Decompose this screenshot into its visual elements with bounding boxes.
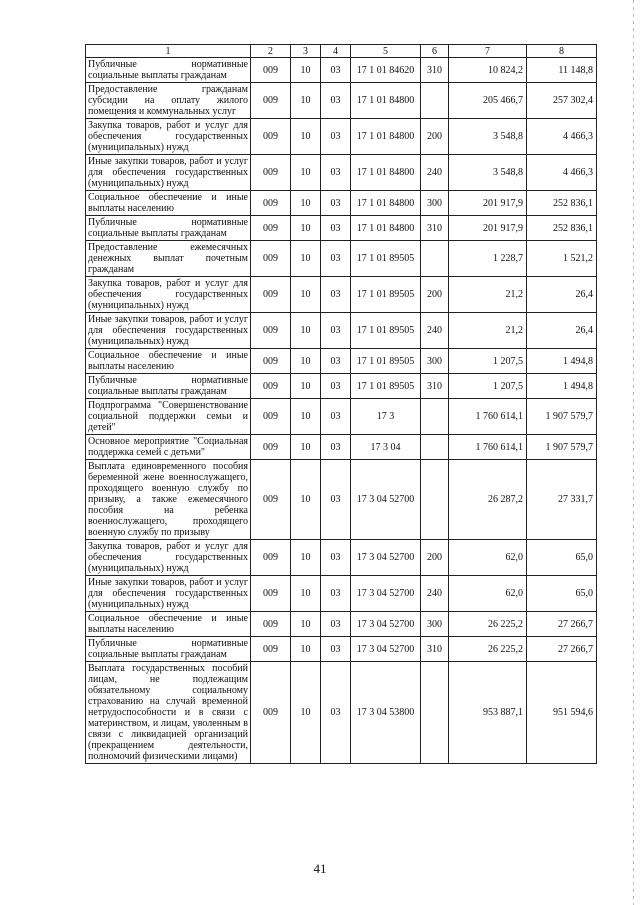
grbs-cell: 009 xyxy=(251,119,291,155)
section-cell: 10 xyxy=(291,399,321,435)
amount-col7-cell: 21,2 xyxy=(449,313,527,349)
grbs-cell: 009 xyxy=(251,399,291,435)
target-article-cell: 17 3 04 52700 xyxy=(351,637,421,662)
amount-col7-cell: 1 228,7 xyxy=(449,241,527,277)
expense-type-cell: 200 xyxy=(421,119,449,155)
row-name-cell: Публичные нормативные социальные выплаты гражданам xyxy=(86,374,251,399)
table-row xyxy=(86,191,597,216)
amount-col8-cell: 1 494,8 xyxy=(527,374,597,399)
row-name-cell: Иные закупки товаров, работ и услуг для обеспечения государственных (муниципальных) нужд xyxy=(86,576,251,612)
table-row xyxy=(86,155,597,191)
column-number: 4 xyxy=(321,45,351,58)
amount-col8-cell: 26,4 xyxy=(527,277,597,313)
amount-col7-cell: 10 824,2 xyxy=(449,58,527,83)
table-row xyxy=(86,540,597,576)
amount-col8-cell: 26,4 xyxy=(527,313,597,349)
table-row xyxy=(86,374,597,399)
amount-col7-cell: 26 225,2 xyxy=(449,612,527,637)
target-article-cell: 17 1 01 89505 xyxy=(351,313,421,349)
subsection-cell: 03 xyxy=(321,435,351,460)
target-article-cell: 17 3 04 52700 xyxy=(351,540,421,576)
amount-col8-cell: 65,0 xyxy=(527,540,597,576)
subsection-cell: 03 xyxy=(321,460,351,540)
column-number: 3 xyxy=(291,45,321,58)
grbs-cell: 009 xyxy=(251,241,291,277)
row-name-cell: Закупка товаров, работ и услуг для обеспечения государственных (муниципальных) нужд xyxy=(86,540,251,576)
table-row xyxy=(86,119,597,155)
section-cell: 10 xyxy=(291,374,321,399)
expense-type-cell: 200 xyxy=(421,540,449,576)
expense-type-cell: 310 xyxy=(421,58,449,83)
row-name-cell: Иные закупки товаров, работ и услуг для обеспечения государственных (муниципальных) нужд xyxy=(86,155,251,191)
amount-col8-cell: 1 907 579,7 xyxy=(527,399,597,435)
section-cell: 10 xyxy=(291,191,321,216)
grbs-cell: 009 xyxy=(251,637,291,662)
subsection-cell: 03 xyxy=(321,612,351,637)
grbs-cell: 009 xyxy=(251,435,291,460)
amount-col7-cell: 3 548,8 xyxy=(449,155,527,191)
section-cell: 10 xyxy=(291,216,321,241)
amount-col8-cell: 1 907 579,7 xyxy=(527,435,597,460)
expense-type-cell: 310 xyxy=(421,637,449,662)
column-number: 7 xyxy=(449,45,527,58)
row-name-cell: Иные закупки товаров, работ и услуг для обеспечения государственных (муниципальных) нужд xyxy=(86,313,251,349)
row-name-cell: Социальное обеспечение и иные выплаты населению xyxy=(86,349,251,374)
expense-type-cell: 240 xyxy=(421,155,449,191)
section-cell: 10 xyxy=(291,277,321,313)
amount-col7-cell: 3 548,8 xyxy=(449,119,527,155)
grbs-cell: 009 xyxy=(251,277,291,313)
row-name-cell: Социальное обеспечение и иные выплаты населению xyxy=(86,612,251,637)
amount-col7-cell: 205 466,7 xyxy=(449,83,527,119)
subsection-cell: 03 xyxy=(321,540,351,576)
section-cell: 10 xyxy=(291,612,321,637)
subsection-cell: 03 xyxy=(321,216,351,241)
row-name-cell: Выплата государственных пособий лицам, не подлежащим обязательному социальному страхованию на случай временной нетрудоспособности и в связи с материнством, и лицам, уволенным в связи с ликвидацией организаций (прекращением деятельности, полномочий физическими лицами) xyxy=(86,662,251,764)
target-article-cell: 17 3 xyxy=(351,399,421,435)
grbs-cell: 009 xyxy=(251,58,291,83)
expense-type-cell: 300 xyxy=(421,349,449,374)
target-article-cell: 17 1 01 84800 xyxy=(351,83,421,119)
expense-type-cell: 300 xyxy=(421,191,449,216)
table-row xyxy=(86,637,597,662)
table-body xyxy=(86,45,597,764)
amount-col8-cell: 951 594,6 xyxy=(527,662,597,764)
budget-table xyxy=(85,44,597,764)
section-cell: 10 xyxy=(291,241,321,277)
amount-col8-cell: 4 466,3 xyxy=(527,155,597,191)
row-name-cell: Выплата единовременного пособия беременной жене военнослужащего, проходящего военную службу по призыву, а также ежемесячного пособия на ребенка военнослужащего, проходящего военную службу по призыву xyxy=(86,460,251,540)
grbs-cell: 009 xyxy=(251,216,291,241)
amount-col7-cell: 1 760 614,1 xyxy=(449,399,527,435)
expense-type-cell xyxy=(421,241,449,277)
amount-col8-cell: 1 521,2 xyxy=(527,241,597,277)
section-cell: 10 xyxy=(291,83,321,119)
grbs-cell: 009 xyxy=(251,349,291,374)
target-article-cell: 17 1 01 84800 xyxy=(351,216,421,241)
subsection-cell: 03 xyxy=(321,349,351,374)
subsection-cell: 03 xyxy=(321,277,351,313)
column-number: 2 xyxy=(251,45,291,58)
expense-type-cell xyxy=(421,460,449,540)
section-cell: 10 xyxy=(291,460,321,540)
amount-col8-cell: 27 266,7 xyxy=(527,612,597,637)
grbs-cell: 009 xyxy=(251,374,291,399)
column-number: 1 xyxy=(86,45,251,58)
table-row xyxy=(86,313,597,349)
page-number: 41 xyxy=(313,861,327,876)
grbs-cell: 009 xyxy=(251,576,291,612)
amount-col7-cell: 953 887,1 xyxy=(449,662,527,764)
section-cell: 10 xyxy=(291,540,321,576)
grbs-cell: 009 xyxy=(251,540,291,576)
target-article-cell: 17 1 01 89505 xyxy=(351,374,421,399)
amount-col7-cell: 1 207,5 xyxy=(449,374,527,399)
table-row xyxy=(86,83,597,119)
expense-type-cell xyxy=(421,662,449,764)
expense-type-cell: 200 xyxy=(421,277,449,313)
subsection-cell: 03 xyxy=(321,241,351,277)
amount-col8-cell: 27 331,7 xyxy=(527,460,597,540)
row-name-cell: Публичные нормативные социальные выплаты гражданам xyxy=(86,58,251,83)
subsection-cell: 03 xyxy=(321,155,351,191)
column-number-row xyxy=(86,45,597,58)
table-row xyxy=(86,399,597,435)
amount-col7-cell: 62,0 xyxy=(449,540,527,576)
row-name-cell: Закупка товаров, работ и услуг для обеспечения государственных (муниципальных) нужд xyxy=(86,119,251,155)
target-article-cell: 17 1 01 89505 xyxy=(351,241,421,277)
row-name-cell: Основное мероприятие "Социальная поддержка семей с детьми" xyxy=(86,435,251,460)
row-name-cell: Публичные нормативные социальные выплаты гражданам xyxy=(86,216,251,241)
subsection-cell: 03 xyxy=(321,58,351,83)
table-row xyxy=(86,460,597,540)
table-row xyxy=(86,612,597,637)
expense-type-cell: 310 xyxy=(421,374,449,399)
target-article-cell: 17 3 04 52700 xyxy=(351,460,421,540)
amount-col7-cell: 1 760 614,1 xyxy=(449,435,527,460)
target-article-cell: 17 1 01 89505 xyxy=(351,277,421,313)
row-name-cell: Закупка товаров, работ и услуг для обеспечения государственных (муниципальных) нужд xyxy=(86,277,251,313)
page-edge xyxy=(633,0,634,905)
grbs-cell: 009 xyxy=(251,155,291,191)
subsection-cell: 03 xyxy=(321,191,351,216)
section-cell: 10 xyxy=(291,662,321,764)
table-row xyxy=(86,277,597,313)
amount-col7-cell: 201 917,9 xyxy=(449,216,527,241)
expense-type-cell: 310 xyxy=(421,216,449,241)
grbs-cell: 009 xyxy=(251,313,291,349)
target-article-cell: 17 1 01 84620 xyxy=(351,58,421,83)
target-article-cell: 17 1 01 84800 xyxy=(351,155,421,191)
subsection-cell: 03 xyxy=(321,313,351,349)
amount-col7-cell: 26 225,2 xyxy=(449,637,527,662)
amount-col7-cell: 201 917,9 xyxy=(449,191,527,216)
subsection-cell: 03 xyxy=(321,119,351,155)
table-row xyxy=(86,241,597,277)
target-article-cell: 17 3 04 53800 xyxy=(351,662,421,764)
expense-type-cell xyxy=(421,83,449,119)
expense-type-cell: 240 xyxy=(421,313,449,349)
amount-col8-cell: 11 148,8 xyxy=(527,58,597,83)
amount-col8-cell: 257 302,4 xyxy=(527,83,597,119)
subsection-cell: 03 xyxy=(321,83,351,119)
column-number: 8 xyxy=(527,45,597,58)
amount-col8-cell: 65,0 xyxy=(527,576,597,612)
section-cell: 10 xyxy=(291,119,321,155)
section-cell: 10 xyxy=(291,637,321,662)
grbs-cell: 009 xyxy=(251,83,291,119)
section-cell: 10 xyxy=(291,155,321,191)
amount-col8-cell: 252 836,1 xyxy=(527,191,597,216)
subsection-cell: 03 xyxy=(321,374,351,399)
section-cell: 10 xyxy=(291,349,321,374)
expense-type-cell xyxy=(421,399,449,435)
target-article-cell: 17 1 01 89505 xyxy=(351,349,421,374)
grbs-cell: 009 xyxy=(251,662,291,764)
amount-col8-cell: 1 494,8 xyxy=(527,349,597,374)
grbs-cell: 009 xyxy=(251,191,291,216)
amount-col7-cell: 26 287,2 xyxy=(449,460,527,540)
expense-type-cell xyxy=(421,435,449,460)
target-article-cell: 17 3 04 xyxy=(351,435,421,460)
expense-type-cell: 300 xyxy=(421,612,449,637)
grbs-cell: 009 xyxy=(251,460,291,540)
row-name-cell: Публичные нормативные социальные выплаты гражданам xyxy=(86,637,251,662)
amount-col8-cell: 27 266,7 xyxy=(527,637,597,662)
amount-col7-cell: 62,0 xyxy=(449,576,527,612)
table-row xyxy=(86,216,597,241)
column-number: 6 xyxy=(421,45,449,58)
table-row xyxy=(86,58,597,83)
section-cell: 10 xyxy=(291,576,321,612)
target-article-cell: 17 3 04 52700 xyxy=(351,612,421,637)
row-name-cell: Подпрограмма "Совершенствование социальной поддержки семьи и детей" xyxy=(86,399,251,435)
expense-type-cell: 240 xyxy=(421,576,449,612)
target-article-cell: 17 1 01 84800 xyxy=(351,119,421,155)
subsection-cell: 03 xyxy=(321,399,351,435)
subsection-cell: 03 xyxy=(321,576,351,612)
grbs-cell: 009 xyxy=(251,612,291,637)
section-cell: 10 xyxy=(291,435,321,460)
table-row xyxy=(86,349,597,374)
table-row xyxy=(86,435,597,460)
amount-col7-cell: 1 207,5 xyxy=(449,349,527,374)
subsection-cell: 03 xyxy=(321,637,351,662)
row-name-cell: Предоставление гражданам субсидии на оплату жилого помещения и коммунальных услуг xyxy=(86,83,251,119)
target-article-cell: 17 1 01 84800 xyxy=(351,191,421,216)
section-cell: 10 xyxy=(291,58,321,83)
target-article-cell: 17 3 04 52700 xyxy=(351,576,421,612)
row-name-cell: Социальное обеспечение и иные выплаты населению xyxy=(86,191,251,216)
column-number: 5 xyxy=(351,45,421,58)
section-cell: 10 xyxy=(291,313,321,349)
subsection-cell: 03 xyxy=(321,662,351,764)
amount-col8-cell: 252 836,1 xyxy=(527,216,597,241)
table-row xyxy=(86,576,597,612)
table-row xyxy=(86,662,597,764)
amount-col8-cell: 4 466,3 xyxy=(527,119,597,155)
budget-table-container xyxy=(85,44,596,764)
amount-col7-cell: 21,2 xyxy=(449,277,527,313)
row-name-cell: Предоставление ежемесячных денежных выплат почетным гражданам xyxy=(86,241,251,277)
